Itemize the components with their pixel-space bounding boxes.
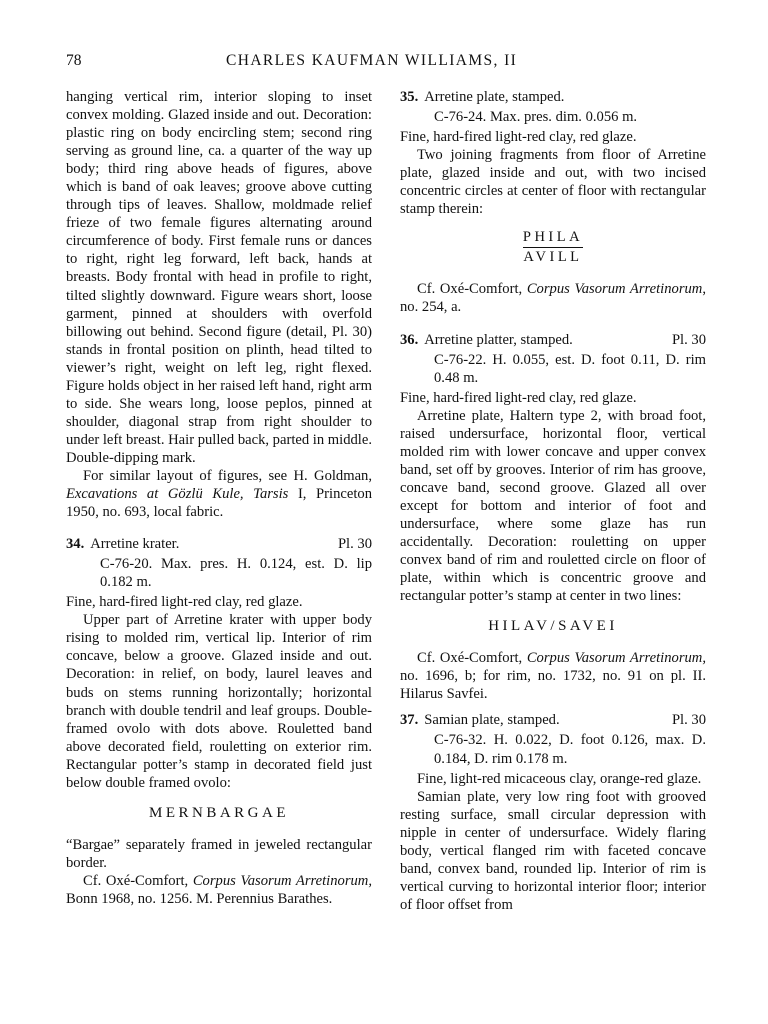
inventory-detail: C-76-32. H. 0.022, D. foot 0.126, max. D. 0.184, D. rim 0.178 m. — [434, 732, 706, 767]
plate-reference: Pl. 30 — [337, 536, 372, 553]
object-description: Upper part of Arretine krater with upper body rising to molded rim, vertical lip. Interior of rim concave, below a groove. Glazed inside and out. Decoration: in relief, on body, laurel leaves and buds on stems running horizontally; horizontal branch with double tendril and leaf groups. Double-framed ovolo with dots above. Rouletted band above decorated field, rouletting on exterior rim. Rectangular potter’s stamp in decorated field just below double framed ovolo: — [66, 612, 372, 791]
paragraph-continued: hanging vertical rim, interior sloping to inset convex molding. Glazed inside and out. Decoration: plastic ring on body encircling stem; second ring serving as ground line, ca. a quarter of the way up body; third ring above heads of figures, above which is band of oak leaves; groove above cutting through tips of leaves. Shallow, moldmade relief frieze of two female figures alternating around circumference of body. First female runs or dances to right, right leg forward, left back, hands at breasts. Body frontal with head in profile to right, tilted slightly downward. Figure wears short, loose garment, pinned at shoulders with overfold billowing out behind. Second figure (detail, Pl. 30) stands in frontal position on plinth, head tilted to viewer’s right, weight on left leg, right flexed. Figure holds object in her raised left hand, right arm to side. She wears long, loose peplos, pinned at shoulder, diagonal strap from right shoulder to under left breast. Hair pulled back, parted in middle. Double-dipping mark. — [66, 89, 372, 466]
object-description: Arretine plate, Haltern type 2, with broad foot, raised undersurface, horizontal floor, vertical molded rim with lower concave and upper convex band, set off by grooves. Interior of rim has groove, concave band, second groove. Glazed all over except for bottom and interior of foot and undersurface, where some glaze has run accidentally. Decoration: rouletting on upper convex band of rim and rouletted circle on floor of plate, within which is concentric groove and rectangular potter’s stamp at center in two lines: — [400, 407, 706, 605]
inventory-detail: C-76-24. Max. pres. dim. 0.056 m. — [434, 109, 638, 126]
entry-title: Arretine platter, stamped. — [424, 331, 573, 348]
fabric-description: Fine, light-red micaceous clay, orange-red glaze. — [417, 770, 702, 787]
entry-title: Samian plate, stamped. — [424, 712, 560, 729]
inventory-detail: C-76-20. Max. pres. H. 0.124, est. D. lip 0.182 m. — [100, 556, 372, 591]
object-description: Two joining fragments from floor of Arretine plate, glazed inside and out, with two incised concentric circles at center of floor with rectangular stamp therein: — [400, 147, 706, 218]
inventory-detail: C-76-22. H. 0.055, est. D. foot 0.11, D. rim 0.48 m. — [434, 351, 706, 386]
catalogue-entry-35-heading — [400, 88, 706, 106]
stamp-line-bottom: AVILL — [523, 249, 583, 266]
entry-title: Arretine krater. — [90, 536, 180, 553]
potter-stamp: MERNBARGAE — [148, 804, 289, 821]
entry-number: 35. — [400, 89, 419, 105]
stamp-note: “Bargae” separately framed in jeweled rectangular border. — [66, 836, 372, 871]
fabric-description: Fine, hard-fired light-red clay, red glaze. — [400, 389, 637, 406]
fabric-description: Fine, hard-fired light-red clay, red glaze. — [400, 129, 637, 146]
entry-title: Arretine plate, stamped. — [424, 89, 565, 105]
catalogue-entry-37-heading — [400, 711, 706, 729]
object-description: Samian plate, very low ring foot with grooved resting surface, small circular depression with nipple in center of undersurface. Widely flaring body, vertical flanged rim with faceted concave band, convex band, rounded lip. Interior of rim is vertical curving to horizontal interior floor; interior of floor offset from — [400, 788, 706, 913]
potter-stamp: HILAV/SAVEI — [488, 618, 618, 635]
right-column — [400, 88, 706, 914]
running-title: CHARLES KAUFMAN WILLIAMS, II — [226, 52, 518, 69]
entry-number: 34. — [66, 536, 85, 553]
potter-stamp-two-lines — [400, 228, 706, 266]
plate-reference: Pl. 30 — [671, 712, 706, 729]
entry-number: 36. — [400, 331, 419, 348]
catalogue-entry-36-heading — [400, 331, 706, 349]
catalogue-entry-34-heading — [66, 535, 372, 553]
fabric-description: Fine, hard-fired light-red clay, red glaze. — [66, 594, 303, 611]
left-column — [66, 88, 372, 908]
page-number: 78 — [66, 52, 82, 69]
plate-reference: Pl. 30 — [671, 331, 706, 348]
comparanda: Cf. Oxé-Comfort, Corpus Vasorum Arretinorum, no. 254, a. — [400, 281, 706, 316]
comparanda: Cf. Oxé-Comfort, Corpus Vasorum Arretinorum, Bonn 1968, no. 1256. M. Perennius Barathes. — [66, 872, 372, 907]
running-header — [66, 52, 706, 74]
paragraph-comparanda: For similar layout of figures, see H. Goldman, Excavations at Gözlü Kule, Tarsis I, Princeton 1950, no. 693, local fabric. — [66, 467, 372, 521]
comparanda: Cf. Oxé-Comfort, Corpus Vasorum Arretinorum, no. 1696, b; for rim, no. 1732, no. 91 on pl. II. Hilarus Savfei. — [400, 650, 706, 703]
stamp-line-top: PHILA — [523, 228, 583, 248]
entry-number: 37. — [400, 712, 419, 729]
